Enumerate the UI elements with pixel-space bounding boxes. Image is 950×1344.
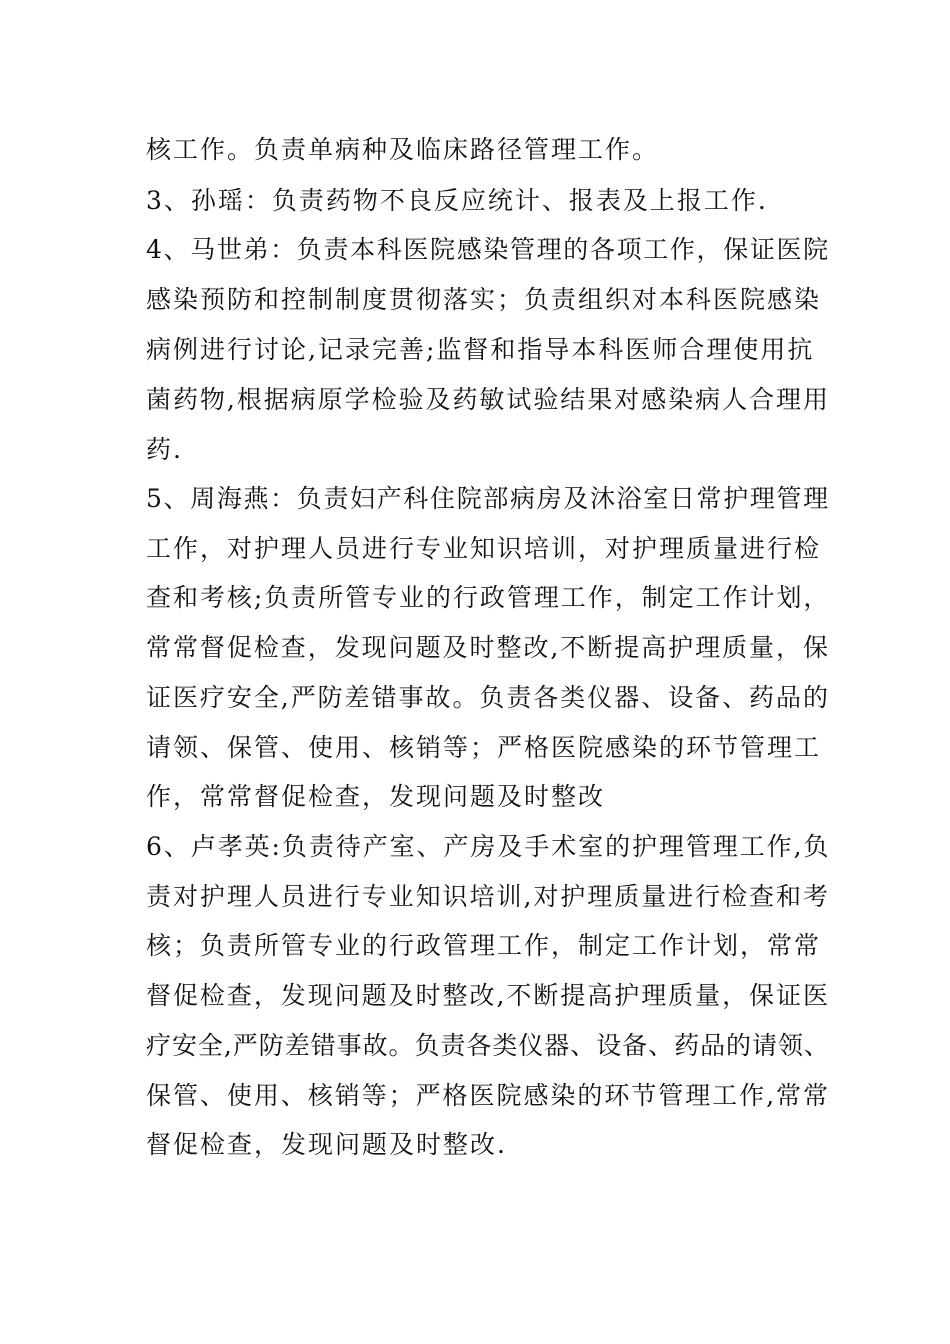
- text-line: 药.: [146, 435, 183, 464]
- text-line: 查和考核;负责所管专业的行政管理工作，制定工作计划，: [146, 583, 831, 612]
- text-line: 证医疗安全,严防差错事故。负责各类仪器、设备、药品的: [146, 683, 830, 712]
- text-line: 感染预防和控制制度贯彻落实；负责组织对本科医院感染: [146, 285, 822, 314]
- text-line: 工作，对护理人员进行专业知识培训，对护理质量进行检: [146, 534, 822, 563]
- text-line: 核；负责所管专业的行政管理工作，制定工作计划，常常: [146, 931, 822, 960]
- text-line: 5、周海燕：负责妇产科住院部病房及沐浴室日常护理管理: [146, 484, 830, 513]
- text-line: 3、孙瑶：负责药物不良反应统计、报表及上报工作.: [146, 186, 768, 215]
- text-line: 4、马世弟：负责本科医院感染管理的各项工作，保证医院: [146, 235, 830, 264]
- text-line: 核工作。负责单病种及临床路径管理工作。: [146, 135, 660, 164]
- text-line: 疗安全,严防差错事故。负责各类仪器、设备、药品的请领、: [146, 1031, 830, 1060]
- text-line: 督促检查，发现问题及时整改.: [146, 1130, 507, 1159]
- text-line: 菌药物,根据病原学检验及药敏试验结果对感染病人合理用: [146, 385, 830, 414]
- text-line: 请领、保管、使用、核销等；严格医院感染的环节管理工: [146, 733, 822, 762]
- text-line: 督促检查，发现问题及时整改,不断提高护理质量，保证医: [146, 981, 830, 1010]
- text-line: 病例进行讨论,记录完善;监督和指导本科医师合理使用抗: [146, 335, 815, 364]
- text-line: 常常督促检查，发现问题及时整改,不断提高护理质量，保: [146, 633, 830, 662]
- text-line: 责对护理人员进行专业知识培训,对护理质量进行检查和考: [146, 882, 830, 911]
- text-line: 作，常常督促检查，发现问题及时整改: [146, 782, 606, 811]
- text-line: 保管、使用、核销等；严格医院感染的环节管理工作,常常: [146, 1081, 830, 1110]
- text-line: 6、卢孝英:负责待产室、产房及手术室的护理管理工作,负: [146, 832, 831, 861]
